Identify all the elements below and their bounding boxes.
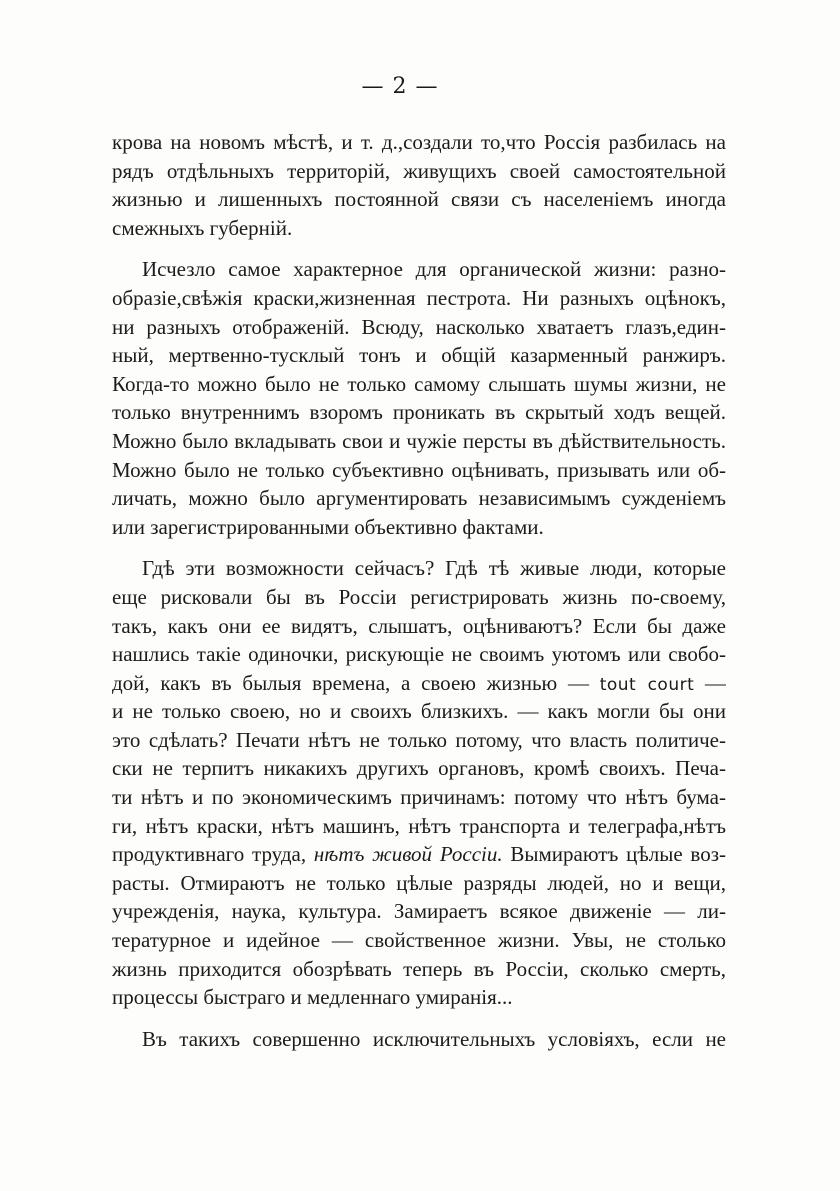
text-line: процессы быстраго и медленнаго умиранія... [112,985,513,1010]
text-line: только внутреннимъ взоромъ проникать въ скрытый ходъ вещей. [112,400,726,425]
text-line: Въ такихъ совершенно исключительныхъ условіяхъ, если не [142,1026,726,1051]
text-line: или зарегистрированными объективно фактами. [112,514,544,539]
text-line: учрежденія, наука, культура. Замираетъ всякое движеніе — ли- [112,899,726,924]
text-line: ски не терпитъ никакихъ другихъ органовъ, кромѣ своихъ. Печа- [112,756,726,781]
text-line: рядъ отдѣльныхъ территорій, живущихъ своей самостоятельной [112,158,726,183]
emphasized-phrase: нѣтъ живой Россіи. [313,842,503,867]
text-segment: Вымираютъ цѣлые воз- [502,842,726,867]
text-segment: — [694,670,726,695]
page-number: — 2 — [361,74,439,99]
text-line: ни разныхъ отображеній. Всюду, насколько хватаетъ глазъ,един- [112,314,726,339]
text-line: Когда-то можно было не только самому слышать шумы жизни, не [112,371,726,396]
paragraph-4 [112,1025,726,1054]
text-line: такъ, какъ они ее видятъ, слышатъ, оцѣниваютъ? Если бы даже [112,613,726,638]
text-line: это сдѣлать? Печати нѣтъ не только потому, что власть политиче- [112,727,726,752]
text-line [112,840,726,869]
text-line: жизнь приходится обозрѣвать теперь въ Россіи, сколько смерть, [112,956,726,981]
body-text [112,128,726,1066]
text-line: ти нѣтъ и по экономическимъ причинамъ: потому что нѣтъ бума- [112,785,726,810]
text-line: Гдѣ эти возможности сейчасъ? Гдѣ тѣ живые люди, которые [142,556,726,581]
text-line: смежныхъ губерній. [112,215,293,240]
foreign-phrase: tout court [599,674,695,695]
text-line: образіе,свѣжія краски,жизненная пестрота. Ни разныхъ оцѣнокъ, [112,285,726,310]
text-line: еще рисковали бы въ Россіи регистрировать жизнь по-своему, [112,584,726,609]
text-line: и не только своею, но и своихъ близкихъ. — какъ могли бы они [112,699,726,724]
text-line: личать, можно было аргументировать независимымъ сужденіемъ [112,486,726,511]
text-line: ги, нѣтъ краски, нѣтъ машинъ, нѣтъ транспорта и телеграфа,нѣтъ [112,813,726,838]
text-line: расты. Отмираютъ не только цѣлые разряды людей, но и вещи, [112,870,726,895]
text-line: крова на новомъ мѣстѣ, и т. д.,создали то,что Россія разбилась на [112,130,726,154]
text-line: Можно было не только субъективно оцѣнивать, призывать или об- [112,457,726,482]
text-line: тературное и идейное — свойственное жизни. Увы, не столько [112,928,726,953]
paragraph-2 [112,255,726,541]
text-line: Можно было вкладывать свои и чужіе персты въ дѣйствительность. [112,428,726,453]
text-segment: продуктивнаго труда, [112,842,314,867]
text-line: жизнью и лишенныхъ постоянной связи съ населеніемъ иногда [112,187,726,212]
text-line: Исчезло самое характерное для органической жизни: разно- [142,257,726,282]
text-line: ный, мертвенно-тусклый тонъ и общій казарменный ранжиръ. [112,343,726,368]
paragraph-1 [112,128,726,242]
text-line [112,669,726,698]
text-line: нашлись такіе одиночки, рискующіе не своимъ уютомъ или свобо- [112,642,726,667]
paragraph-3 [112,554,726,1012]
text-segment: дой, какъ въ былыя времена, а своею жизнью — [112,670,600,695]
